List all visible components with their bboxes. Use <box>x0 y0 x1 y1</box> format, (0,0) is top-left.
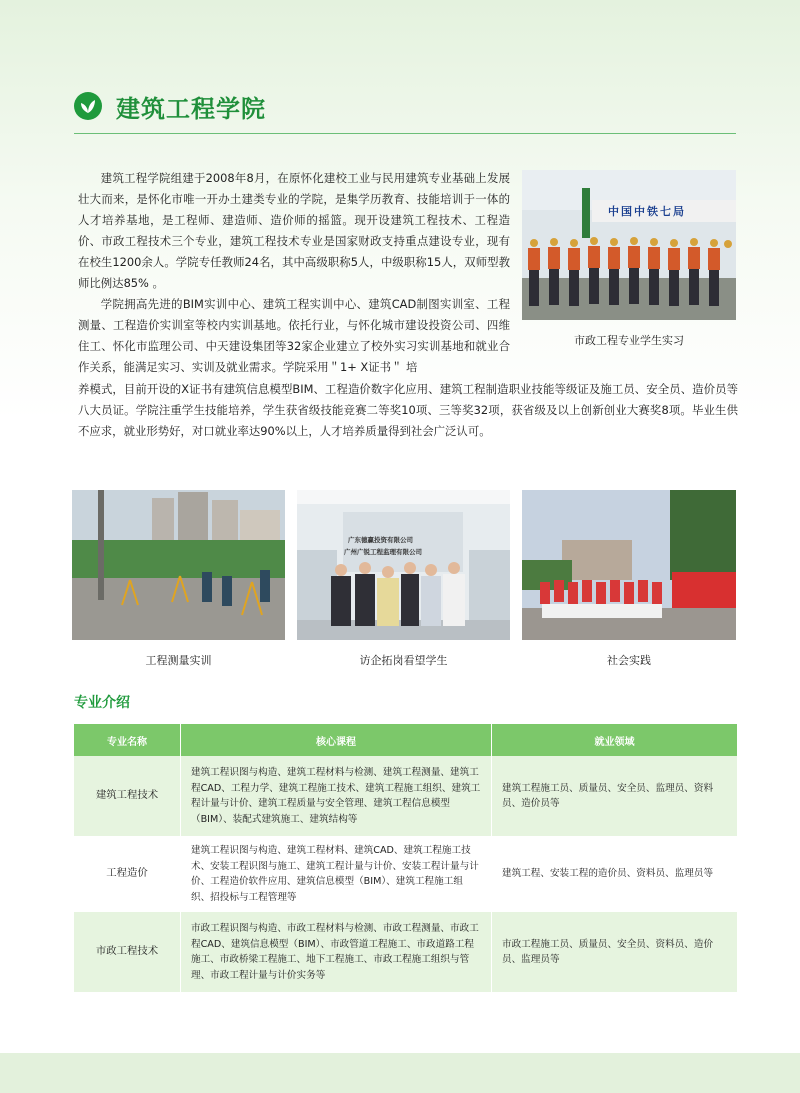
majors-title: 专业介绍 <box>74 695 130 711</box>
intro-paragraph-1: 建筑工程学院组建于2008年8月，在原怀化建校工业与民用建筑专业基础上发展壮大而来，是怀化市唯一开办土建类专业的学院，是集学历教育、技能培训于一体的人才培养基地，是工程师、建造师、造价师的摇篮。现开设建筑工程技术、工程造价、市政工程技术三个专业，建筑工程技术专业是国家财政支持重点建设专业，现有在校生1200余人。学院专任教师24名，其中高级职称5人，中级职称15人，双师型教师比例达85% 。 <box>78 171 510 290</box>
major-jobs: 建筑工程施工员、质量员、安全员、监理员、资料员、造价员等 <box>492 756 738 836</box>
caption-survey: 工程测量实训 <box>145 654 212 667</box>
intro-paragraph-3: 养模式，目前开设的X证书有建筑信息模型BIM、工程造价数字化应用、建筑工程制造职业技能等级证及施工员、安全员、造价员等八大员证。学院注重学生技能培养，学生获省级技能竞赛二等奖10项、三等奖32项，获省级及以上创新创业大赛奖8项。毕业生供不应求，就业形势好，对口就业率达90%以上，人才培养质量得到社会广泛认可。 <box>78 382 738 438</box>
title-divider <box>74 133 736 134</box>
major-courses: 建筑工程识图与构造、建筑工程材料、建筑CAD、建筑工程施工技术、安装工程识图与施工、建筑工程计量与计价、安装工程计量与计价、工程造价软件应用、建筑信息模型（BIM）、建筑工程施工组织、招投标与工程管理等 <box>181 836 492 912</box>
major-name: 市政工程技术 <box>74 912 181 992</box>
major-courses: 市政工程识图与构造、市政工程材料与检测、市政工程测量、市政工程CAD、建筑信息模型（BIM）、市政管道工程施工、市政道路工程施工、市政桥梁工程施工、地下工程施工、市政工程施工组织与管理、市政工程计量与计价实务等 <box>181 912 492 992</box>
major-name: 工程造价 <box>74 836 181 912</box>
intro-paragraph-2: 学院拥高先进的BIM实训中心、建筑工程实训中心、建筑CAD制图实训室、工程测量、工程造价实训室等校内实训基地。依托行业，与怀化城市建设投资公司、四维住工、怀化市监理公司、中天建设集团等32家企业建立了校外实习实训基地和就业合作关系，能满足实习、实训及就业需求。学院采用＂1+ X证书＂ 培 <box>78 297 510 374</box>
majors-table <box>74 724 737 992</box>
visit-sign-2: 广州广锐工程监理有限公司 <box>344 548 422 556</box>
major-jobs: 市政工程施工员、质量员、安全员、资料员、造价员、监理员等 <box>492 912 738 992</box>
header-employment: 就业领域 <box>492 724 738 756</box>
leaf-icon <box>74 92 102 120</box>
photo-visit <box>297 490 510 640</box>
caption-internship: 市政工程专业学生实习 <box>574 334 684 347</box>
intro-text-continued <box>78 379 738 442</box>
table-row <box>74 912 737 992</box>
section-header <box>74 88 266 124</box>
table-row <box>74 756 737 836</box>
photo-social <box>522 490 736 640</box>
page-title: 建筑工程学院 <box>116 94 266 123</box>
caption-visit: 访企拓岗看望学生 <box>359 654 448 667</box>
major-jobs: 建筑工程、安装工程的造价员、资料员、监理员等 <box>492 836 738 912</box>
major-courses: 建筑工程识图与构造、建筑工程材料与检测、建筑工程测量、建筑工程CAD、工程力学、建筑工程施工技术、建筑工程施工组织、建筑工程计量与计价、建筑工程质量与安全管理、建筑工程信息模型（BIM）、装配式建筑施工、建筑结构等 <box>181 756 492 836</box>
table-row <box>74 836 737 912</box>
major-name: 建筑工程技术 <box>74 756 181 836</box>
intro-text <box>78 168 510 378</box>
header-major-name: 专业名称 <box>74 724 181 756</box>
photo-internship <box>522 170 736 320</box>
footer-band <box>0 1053 800 1093</box>
sign-text: 中国中铁七局 <box>608 205 686 218</box>
header-core-courses: 核心课程 <box>181 724 492 756</box>
visit-sign-1: 广东德赢投资有限公司 <box>348 536 413 544</box>
table-header-row <box>74 724 737 756</box>
caption-social: 社会实践 <box>607 654 651 667</box>
photo-survey <box>72 490 285 640</box>
